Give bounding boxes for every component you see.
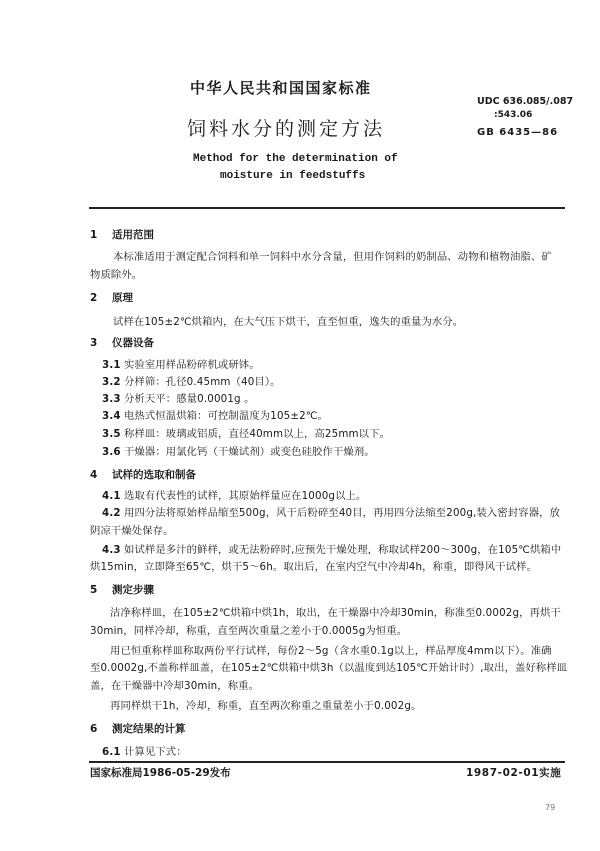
item-3-4: 3.4 电热式恒温烘箱：可控制温度为105±2℃。	[102, 410, 328, 422]
section-5-text: 再同样烘干1h，冷却，称重，直至两次称重之重量差小于0.002g。	[110, 700, 422, 712]
section-5-text: 用已恒重称样皿称取两份平行试样，每份2～5g（含水重0.1g以上，样品厚度4mm以下）。准确	[110, 645, 552, 657]
effective-date: 1987-02-01实施	[466, 767, 562, 779]
country-standard-heading: 中华人民共和国国家标准	[190, 79, 372, 97]
footer-rule	[89, 761, 565, 763]
item-4-2: 4.2 用四分法将原始样品缩至500g，风干后粉碎至40目，再用四分法缩至200g,装入密封容器，放	[102, 507, 561, 519]
issue-date: 国家标准局1986-05-29发布	[90, 767, 231, 779]
udc-code: UDC 636.085/.087	[477, 96, 574, 107]
section-1-text-cont: 物质除外。	[90, 269, 143, 281]
section-5-text: 洁净称样皿，在105±2℃烘箱中烘1h，取出，在干燥器中冷却30min，称准至0.0002g，再烘干	[110, 607, 561, 619]
section-6-heading: 6 测定结果的计算	[90, 723, 186, 735]
item-4-1: 4.1 选取有代表性的试样，其原始样量应在1000g以上。	[102, 490, 367, 502]
gb-number: GB 6435—86	[477, 127, 559, 138]
section-1-text: 本标准适用于测定配合饲料和单一饲料中水分含量，但用作饲料的奶制品、动物和植物油脂、矿	[113, 251, 552, 263]
item-3-3: 3.3 分析天平：感量0.0001g 。	[102, 393, 255, 405]
section-5-text: 30min，同样冷却，称重，直至两次重量之差小于0.0005g为恒重。	[90, 625, 408, 637]
section-5-text: 至0.0002g,不盖称样皿盖，在105±2℃烘箱中烘3h（以温度到达105℃开始计时）,取出，盖好称样皿	[90, 662, 568, 674]
section-5-heading: 5 测定步骤	[90, 584, 154, 596]
english-title-line1: Method for the determination of	[193, 153, 398, 165]
section-1-heading: 1 适用范围	[90, 229, 154, 241]
item-3-5: 3.5 称样皿：玻璃或铝质，直径40mm以上，高25mm以下。	[102, 428, 391, 440]
section-4-heading: 4 试样的选取和制备	[90, 469, 196, 481]
document-title: 饲料水分的测定方法	[187, 118, 386, 140]
header-rule	[89, 207, 565, 209]
item-3-6: 3.6 干燥器：用氯化钙（干燥试剂）或变色硅胶作干燥剂。	[102, 446, 375, 458]
page-number: 79	[545, 803, 556, 812]
item-4-3-cont: 烘15min，立即降至65℃，烘干5～6h。取出后，在室内空气中冷却4h，称重，即得风干试样。	[90, 561, 538, 573]
udc-code-cont: :543.06	[494, 110, 533, 120]
item-4-3: 4.3 如试样是多汁的鲜样，或无法粉碎时,应预先干燥处理，称取试样200～300g，在105℃烘箱中	[102, 544, 562, 556]
item-4-2-cont: 阴凉干燥处保存。	[90, 525, 174, 537]
section-2-heading: 2 原理	[90, 292, 133, 304]
section-5-text: 盖，在干燥器中冷却30min，称重。	[90, 680, 260, 692]
item-6-1: 6.1 计算见下式：	[102, 746, 187, 758]
section-2-text: 试样在105±2℃烘箱内，在大气压下烘干，直至恒重，逸失的重量为水分。	[113, 316, 464, 328]
item-3-1: 3.1 实验室用样品粉碎机或研钵。	[102, 359, 260, 371]
section-3-heading: 3 仪器设备	[90, 337, 154, 349]
english-title-line2: moisture in feedstuffs	[220, 170, 366, 182]
item-3-2: 3.2 分样筛：孔径0.45mm（40目）。	[102, 376, 281, 388]
